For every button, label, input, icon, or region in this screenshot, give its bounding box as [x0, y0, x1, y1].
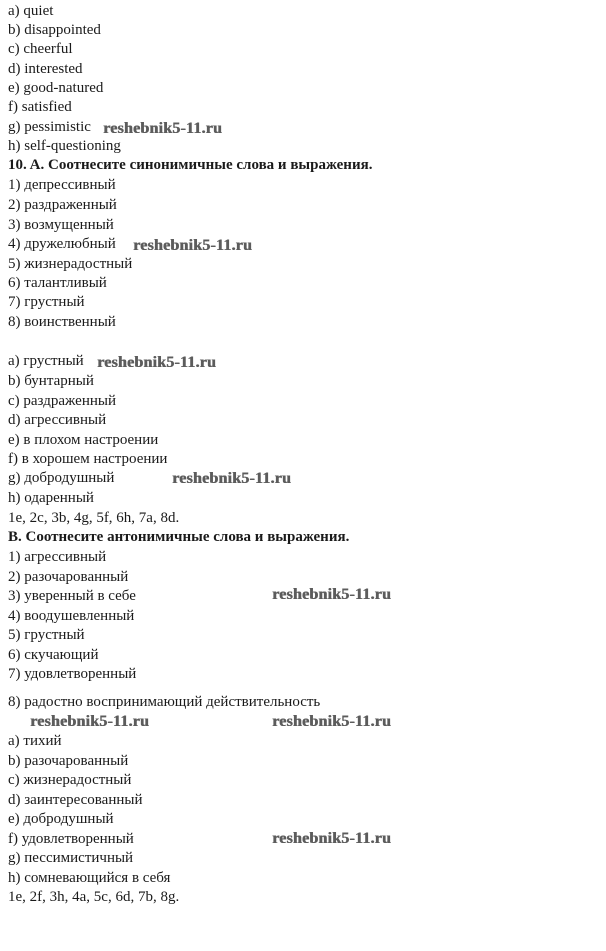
watermark: reshebnik5-11.ru	[133, 237, 252, 254]
text-line: e) в плохом настроении	[8, 432, 159, 448]
text-line: g) пессимистичный	[8, 850, 134, 866]
watermark: reshebnik5-11.ru	[272, 713, 391, 730]
text-line: 2) раздраженный	[8, 197, 117, 213]
answer-line: 1e, 2c, 3b, 4g, 5f, 6h, 7a, 8d.	[8, 510, 180, 526]
text-line: 5) жизнерадостный	[8, 256, 133, 272]
watermark: reshebnik5-11.ru	[97, 354, 216, 371]
text-line: b) разочарованный	[8, 753, 129, 769]
text-line: 1) депрессивный	[8, 177, 116, 193]
text-line: a) тихий	[8, 733, 62, 749]
text-line: a) грустный	[8, 353, 84, 369]
text-line: 6) талантливый	[8, 275, 107, 291]
text-line: a) quiet	[8, 3, 54, 19]
text-line: 6) скучающий	[8, 647, 99, 663]
text-line: 3) уверенный в себе	[8, 588, 136, 604]
text-line: f) в хорошем настроении	[8, 451, 168, 467]
text-line: g) pessimistic	[8, 119, 91, 135]
answer-line: 1e, 2f, 3h, 4a, 5c, 6d, 7b, 8g.	[8, 889, 180, 905]
text-line: c) cheerful	[8, 41, 73, 57]
text-line: b) disappointed	[8, 22, 101, 38]
text-line: 8) радостно воспринимающий действительность	[8, 694, 321, 710]
text-line: f) удовлетворенный	[8, 831, 134, 847]
watermark: reshebnik5-11.ru	[30, 713, 149, 730]
text-line: 3) возмущенный	[8, 217, 114, 233]
text-line: h) одаренный	[8, 490, 94, 506]
text-line: f) satisfied	[8, 99, 72, 115]
watermark: reshebnik5-11.ru	[172, 470, 291, 487]
watermark: reshebnik5-11.ru	[272, 830, 391, 847]
section-heading: 10. A. Соотнесите синонимичные слова и выражения.	[8, 157, 373, 173]
text-line: h) сомневающийся в себя	[8, 870, 171, 886]
text-line: d) interested	[8, 61, 83, 77]
text-line: h) self-questioning	[8, 138, 121, 154]
watermark: reshebnik5-11.ru	[272, 586, 391, 603]
text-line: 2) разочарованный	[8, 569, 129, 585]
text-line: c) раздраженный	[8, 393, 116, 409]
watermark: reshebnik5-11.ru	[103, 120, 222, 137]
text-line: 1) агрессивный	[8, 549, 107, 565]
text-line: 5) грустный	[8, 627, 85, 643]
section-heading: B. Соотнесите антонимичные слова и выражения.	[8, 529, 350, 545]
text-line: d) заинтересованный	[8, 792, 143, 808]
text-line: g) добродушный	[8, 470, 115, 486]
text-line: 4) дружелюбный	[8, 236, 116, 252]
text-line: c) жизнерадостный	[8, 772, 132, 788]
text-line: e) добродушный	[8, 811, 114, 827]
text-line: d) агрессивный	[8, 412, 107, 428]
text-line: 7) грустный	[8, 294, 85, 310]
text-line: b) бунтарный	[8, 373, 94, 389]
text-line: e) good-natured	[8, 80, 104, 96]
text-line: 7) удовлетворенный	[8, 666, 137, 682]
text-line: 8) воинственный	[8, 314, 116, 330]
text-line: 4) воодушевленный	[8, 608, 135, 624]
